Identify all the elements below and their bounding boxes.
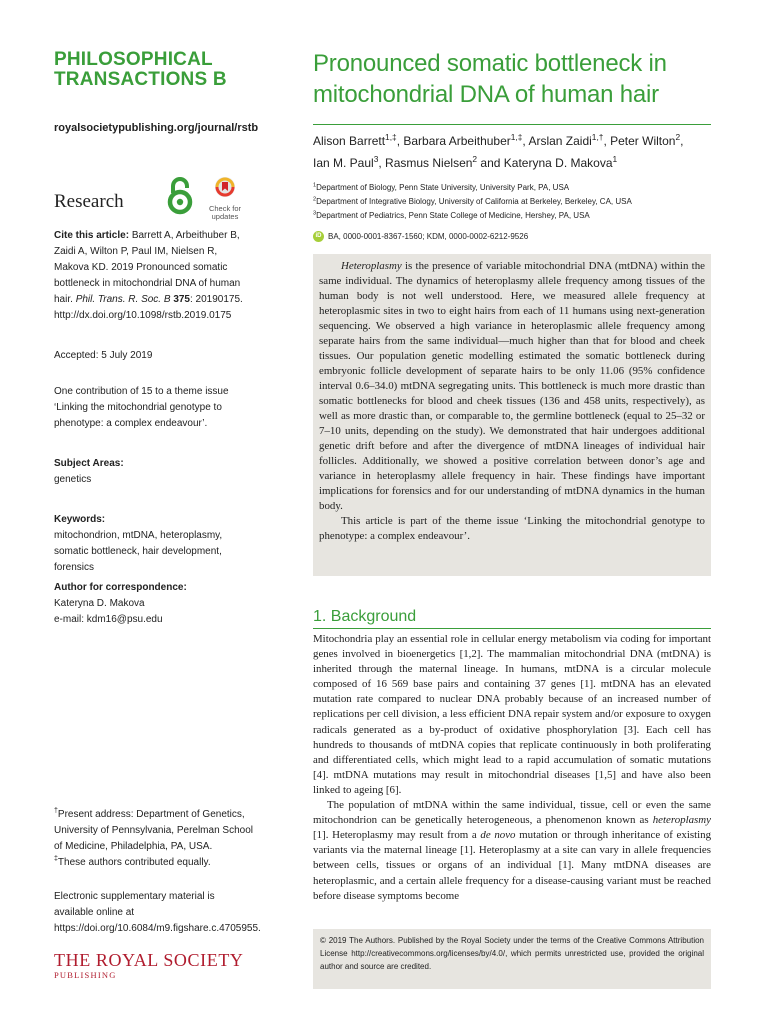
correspondence-heading: Author for correspondence:: [54, 582, 187, 593]
orcid-line: [313, 231, 528, 242]
author-name: Rasmus Nielsen: [385, 156, 473, 170]
author-affiliation-mark: 2: [472, 154, 478, 164]
license-box: © 2019 The Authors. Published by the Royal Society under the terms of the Creative Commons Attribution License http://creativecommons.org/licenses/by/4.0/, which permits unrestricted use, provided the original author and source are credited.: [313, 929, 711, 989]
publisher-line1: THE ROYAL SOCIETY: [54, 950, 244, 970]
author-name: Alison Barrett: [313, 134, 386, 148]
author-list: [313, 130, 713, 174]
author-name: Barbara Arbeithuber: [403, 134, 511, 148]
author-separator: ,: [680, 134, 684, 148]
author-affiliation-mark: 1,‡: [510, 132, 523, 142]
open-access-icon: [165, 175, 195, 215]
author-separator: ,: [378, 156, 386, 170]
correspondence-name: Kateryna D. Makova: [54, 598, 145, 609]
affiliation-text: Department of Integrative Biology, University of California at Berkeley, Berkeley, CA, USA: [316, 197, 632, 206]
affiliation-line: [313, 195, 713, 209]
affiliation-line: [313, 181, 713, 195]
affiliation-number: 2: [313, 196, 317, 203]
abstract-term: Heteroplasmy: [341, 260, 402, 272]
supplementary-note: Electronic supplementary material is available online at https://doi.org/10.6084/m9.figshare.c.4705955.: [54, 891, 261, 934]
cite-label: Cite this article:: [54, 230, 130, 241]
author-affiliation-mark: 1,‡: [385, 132, 397, 142]
affiliations: [313, 181, 713, 223]
section-label: Research: [54, 191, 124, 212]
cite-doi-link[interactable]: http://dx.doi.org/10.1098/rstb.2019.0175: [54, 310, 232, 321]
theme-note: One contribution of 15 to a theme issue ‘Linking the mitochondrial genotype to phenotype: a complex endeavour’.: [54, 386, 229, 429]
affiliation-text: Department of Pediatrics, Penn State College of Medicine, Hershey, PA, USA: [316, 211, 590, 220]
citation-block: [54, 228, 254, 324]
keywords: [54, 512, 254, 576]
orcid-text[interactable]: BA, 0000-0001-8367-1560; KDM, 0000-0002-6212-9526: [328, 232, 529, 241]
article-title: Pronounced somatic bottleneck in mitochondrial DNA of human hair: [313, 50, 667, 108]
body-text: [313, 632, 711, 904]
author-affiliation-mark: 3: [373, 154, 379, 164]
cite-text: Barrett A, Arbeithuber B, Zaidi A, Wilton P, Paul IM, Nielsen R, Makova KD. 2019 Pronounced somatic bottleneck in mitochondrial DNA of human hair.: [54, 230, 241, 305]
cite-journal: Phil. Trans. R. Soc. B: [75, 294, 171, 305]
abstract-theme-note: This article is part of the theme issue ‘Linking the mitochondrial genotype to phenotype: a complex endeavour’.: [319, 515, 705, 542]
author-separator: ,: [522, 134, 529, 148]
author-affiliation-mark: 2: [675, 132, 681, 142]
correspondence-email[interactable]: e-mail: kdm16@psu.edu: [54, 614, 163, 625]
equal-contribution: These authors contributed equally.: [57, 857, 211, 868]
body-paragraph-2: The population of mtDNA within the same individual, tissue, cell or even the same mitochondrion can be genetically heterogeneous, a phenomenon known as heteroplasmy [1]. Heteroplasmy may result from a de novo mutation or through inheritance of existing variants via the maternal lineage [1]. Heteroplasmy at a site can vary in allele frequencies between cells, tissues or organs of an individual [1]. Many mtDNA diseases are heteroplasmic, and a certain allele frequency for a disease-causing variant must be reached before disease symptoms become: [313, 799, 712, 902]
abstract-paragraph: [319, 259, 705, 514]
section-divider: [313, 628, 711, 629]
journal-name-line1: PHILOSOPHICAL: [54, 49, 213, 70]
author-separator: ,: [396, 134, 404, 148]
correspondence: [54, 580, 254, 628]
keywords-text: mitochondrion, mtDNA, heteroplasmy, somatic bottleneck, hair development, forensics: [54, 530, 223, 573]
author-name: Arslan Zaidi: [528, 134, 592, 148]
abstract: [313, 254, 711, 576]
check-for-updates-icon: [214, 176, 236, 198]
orcid-icon: iD: [313, 231, 324, 242]
keywords-heading: Keywords:: [54, 514, 106, 525]
author-affiliation-mark: 1,†: [591, 132, 604, 142]
author-name: Ian M. Paul: [313, 156, 374, 170]
cite-article: : 20190175.: [190, 294, 243, 305]
section-heading: 1. Background: [313, 608, 417, 625]
present-address: Present address: Department of Genetics, University of Pennsylvania, Perelman School of Medicine, Philadelphia, PA, USA.: [54, 809, 253, 852]
check-for-updates-label: Check for updates: [208, 204, 242, 221]
royal-society-logo: [54, 950, 244, 980]
author-name: Kateryna D. Makova: [503, 156, 613, 170]
present-mark: †: [54, 807, 58, 815]
check-for-updates-button[interactable]: [205, 176, 245, 221]
title-divider: [313, 124, 711, 125]
author-affiliation-mark: 1: [612, 154, 618, 164]
body-paragraph-1: Mitochondria play an essential role in cellular energy metabolism via coding for important genes involved in bioenergetics [1,2]. The mammalian mitochondrial DNA (mtDNA) is inherited through the maternal lineage. In humans, mtDNA is a circular molecule composed of 16 569 base pairs and containing 37 genes [1]. mtDNA has an elevated mutation rate compared to nuclear DNA probably because of an increased number of replications per cell division, a less efficient DNA repair system and/or exposure to oxygen radicals generated as a by-product of oxidative phosphorylation [3]. Each cell has hundreds to thousands of mtDNA copies that replicate continuously in both proliferating and differentiated cells, which might lead to a rapid accumulation of somatic mutations [4]. mtDNA mutations may result in mitochondrial diseases [1,5] and have also been linked to ageing [6].: [313, 633, 711, 796]
footnotes: [54, 807, 254, 871]
accepted-date: Accepted: 5 July 2019: [54, 350, 153, 361]
journal-url[interactable]: royalsocietypublishing.org/journal/rstb: [54, 122, 259, 134]
subject-text[interactable]: genetics: [54, 474, 92, 485]
cite-volume: 375: [173, 294, 190, 305]
author-name: Peter Wilton: [610, 134, 676, 148]
affiliation-number: 1: [313, 182, 317, 189]
affiliation-number: 3: [313, 210, 317, 217]
author-separator: and: [477, 156, 504, 170]
author-separator: ,: [603, 134, 611, 148]
equal-mark: ‡: [54, 855, 58, 863]
publisher-line2: PUBLISHING: [54, 970, 117, 980]
journal-name: [54, 50, 227, 90]
abstract-text: is the presence of variable mitochondrial DNA (mtDNA) within the same individual. The dynamics of heteroplasmy allele frequency among tissues of the human body is not well understood. Here, we measured allele frequency at heteroplasmic sites in two to eight hairs from each of 11 humans using next-generation sequencing. We observed a high variance in heteroplasmic allele frequency among separate hairs from the same individual—much higher than that for blood and cheek tissues. Our population genetic modelling estimated the somatic bottleneck during embryonic follicle development of separate hairs to be only 11.06 (95% confidence interval 0.6–34.0) mtDNA segregating units. This bottleneck is much more drastic than somatic bottlenecks for blood and cheek tissues (136 and 458 units, respectively), as well as more drastic than, or comparable to, the germline bottleneck (equal to 25–32 or 7–10 units, depending on the study). We demonstrated that hair undergoes additional genetic drift before and after the divergence of mtDNA lineages of individual hair follicles. Additionally, we showed a positive correlation between donor’s age and variance in heteroplasmy allele frequency in hair. These findings have important implications for forensics and for our understanding of mtDNA dynamics in the human body.: [319, 260, 705, 512]
subject-heading: Subject Areas:: [54, 458, 124, 469]
subject-areas: [54, 456, 254, 488]
affiliation-text: Department of Biology, Penn State University, University Park, PA, USA: [316, 183, 570, 192]
journal-name-line2: TRANSACTIONS B: [54, 69, 227, 90]
affiliation-line: [313, 209, 713, 223]
